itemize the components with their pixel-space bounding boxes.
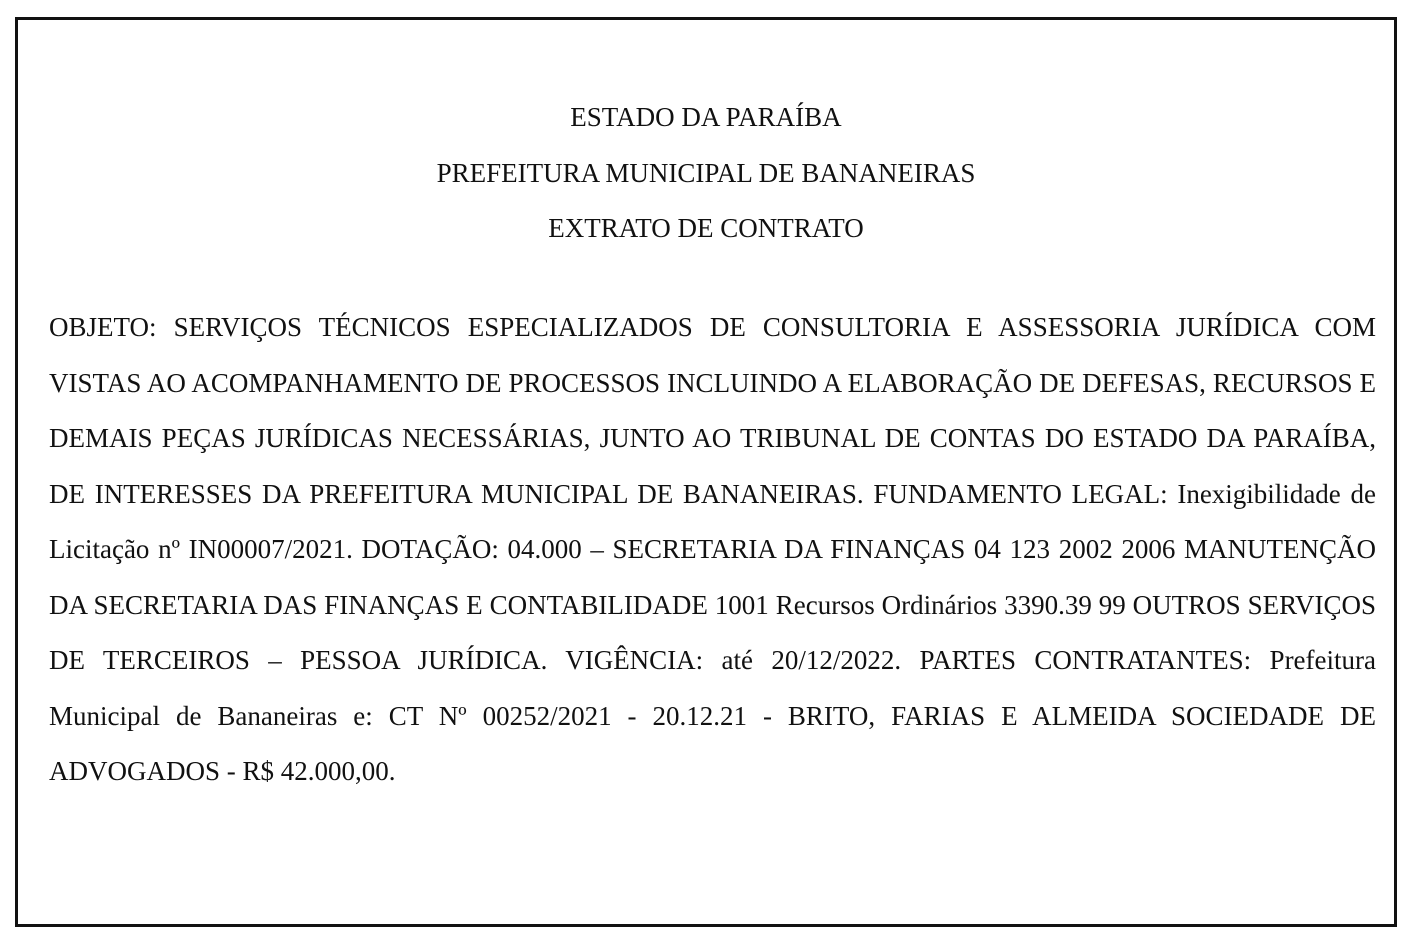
document-header (18, 90, 1394, 257)
document-frame (15, 17, 1397, 927)
contract-extract-text: OBJETO: SERVIÇOS TÉCNICOS ESPECIALIZADOS DE CONSULTORIA E ASSESSORIA JURÍDICA COM VISTAS AO ACOMPANHAMENTO DE PROCESSOS INCLUINDO A ELABORAÇÃO DE DEFESAS, RECURSOS E DEMAIS PEÇAS JURÍDICAS NECESSÁRIAS, JUNTO AO TRIBUNAL DE CONTAS DO ESTADO DA PARAÍBA, DE INTERESSES DA PREFEITURA MUNICIPAL DE BANANEIRAS. FUNDAMENTO LEGAL: Inexigibilidade de Licitação nº IN00007/2021. DOTAÇÃO: 04.000 – SECRETARIA DA FINANÇAS 04 123 2002 2006 MANUTENÇÃO DA SECRETARIA DAS FINANÇAS E CONTABILIDADE 1001 Recursos Ordinários 3390.39 99 OUTROS SERVIÇOS DE TERCEIROS – PESSOA JURÍDICA. VIGÊNCIA: até 20/12/2022. PARTES CONTRATANTES: Prefeitura Municipal de Bananeiras e: CT Nº 00252/2021 - 20.12.21 - BRITO, FARIAS E ALMEIDA SOCIEDADE DE ADVOGADOS - R$ 42.000,00. (49, 312, 1376, 786)
municipality-title: PREFEITURA MUNICIPAL DE BANANEIRAS (436, 157, 976, 188)
state-title: ESTADO DA PARAÍBA (570, 102, 842, 132)
document-type-title: EXTRATO DE CONTRATO (548, 213, 864, 243)
